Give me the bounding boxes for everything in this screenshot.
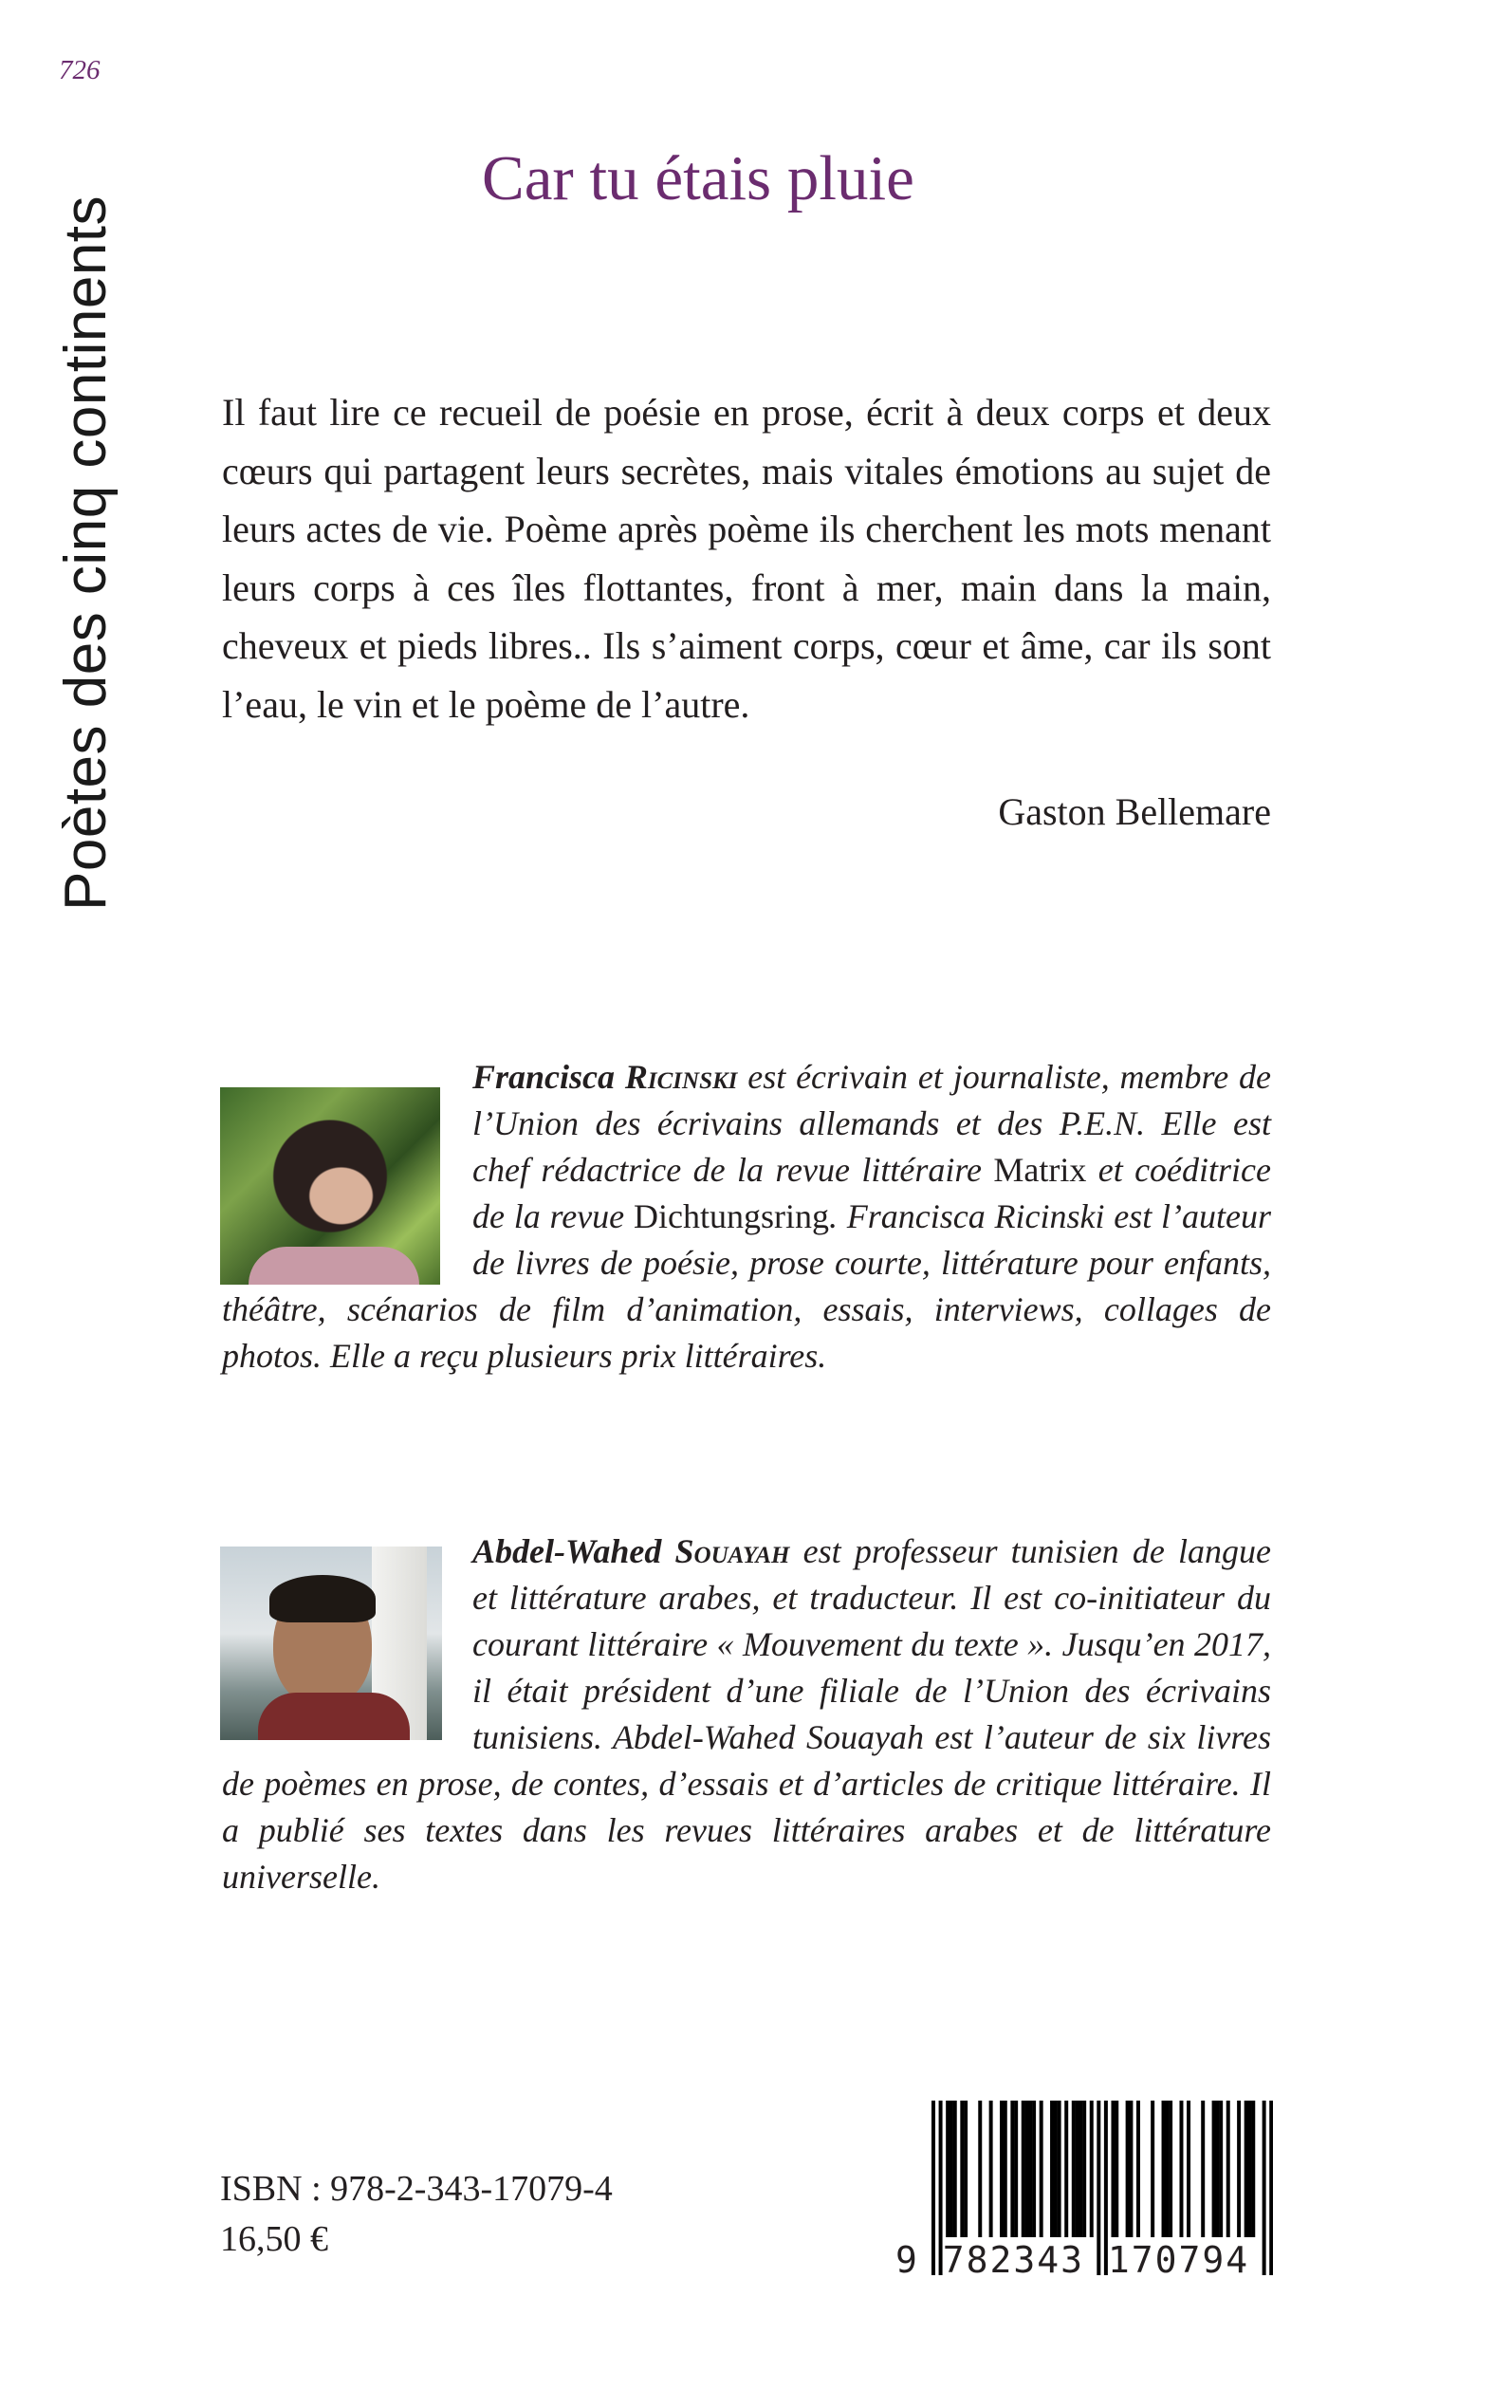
barcode-bar xyxy=(953,2101,957,2237)
author-bio-souayah: Abdel-Wahed Souayah est professeur tunisien de langue et littérature arabes, et traducteur. Il est co-initiateur du courant littéraire « Mouvement du texte ». Jusqu’en 2017, il était président d’une filiale de l’Union des écrivains tunisiens. Abdel-Wahed Souayah est l’auteur de six livres de poèmes en prose, de contes, d’essais et d’articles de critique littéraire. Il a publié ses textes dans les revues littéraires arabes et de littérature universelle. xyxy=(222,1532,1272,1896)
barcode-bar xyxy=(1151,2101,1154,2237)
barcode-bar xyxy=(950,2101,953,2237)
author-name-ricinski: Francisca Ricinski xyxy=(472,1058,738,1096)
barcode-bar xyxy=(1115,2101,1118,2237)
barcode-bar xyxy=(1165,2101,1169,2237)
barcode-bar xyxy=(1162,2101,1166,2237)
blurb-author: Gaston Bellemare xyxy=(998,790,1271,833)
barcode-bar xyxy=(1014,2101,1018,2237)
series-number: 726 xyxy=(59,55,101,85)
barcode-bar xyxy=(1215,2101,1219,2237)
barcode-bar xyxy=(1000,2101,1004,2237)
isbn: ISBN : 978-2-343-17079-4 xyxy=(220,2169,613,2209)
barcode-bar xyxy=(1136,2101,1140,2237)
author-name-souayah: Abdel-Wahed Souayah xyxy=(472,1532,790,1570)
book-title: Car tu étais pluie xyxy=(482,143,914,213)
barcode-bar xyxy=(1226,2101,1230,2237)
barcode-bar xyxy=(964,2101,968,2237)
barcode-bar xyxy=(1129,2101,1133,2237)
barcode-bar xyxy=(1179,2101,1183,2237)
barcode-bar xyxy=(1187,2101,1190,2237)
barcode-bar xyxy=(1126,2101,1130,2237)
blurb-text: Il faut lire ce recueil de poésie en prose, écrit à deux corps et deux cœurs qui partagent leurs secrètes, mais vitales émotions au sujet de leurs actes de vie. Poème après poème ils cherchent les mots menant leurs corps à ces îles flottantes, front à mer, main dans la main, cheveux et pieds libres.. Ils s’aiment corps, cœur et âme, car ils sont l’eau, le vin et le poème de l’autre. xyxy=(222,391,1271,726)
barcode-bar xyxy=(1058,2101,1061,2237)
barcode-bar xyxy=(1004,2101,1007,2237)
barcode-bar xyxy=(1219,2101,1223,2237)
price: 16,50 € xyxy=(220,2219,328,2259)
barcode-bar xyxy=(1022,2101,1025,2237)
barcode-bar xyxy=(989,2101,993,2237)
series-name: Poètes des cinq continents xyxy=(53,194,119,911)
barcode-bar xyxy=(1245,2101,1248,2237)
barcode-bar xyxy=(1072,2101,1076,2237)
barcode-bar xyxy=(978,2101,982,2237)
barcode-bar xyxy=(1054,2101,1058,2237)
barcode-bar xyxy=(1028,2101,1032,2237)
barcode-bar xyxy=(1025,2101,1029,2237)
author-bio-ricinski: Francisca Ricinski est écrivain et journaliste, membre de l’Union des écrivains allemands et des P.E.N. Elle est chef rédactrice de la revue littéraire Matrix et coéditrice de la revue Dichtungsring. Francisca Ricinski est l’auteur de livres de poésie, prose courte, littérature pour enfants, théâtre, scénarios de film d’animation, essais, interviews, collages de photos. Elle a reçu plusieurs prix littéraires. xyxy=(222,1058,1272,1375)
barcode-bar xyxy=(1082,2101,1086,2237)
barcode-bar xyxy=(960,2101,964,2237)
barcode-bar xyxy=(1201,2101,1205,2237)
barcode-bar xyxy=(1076,2101,1079,2237)
barcode-bar xyxy=(1079,2101,1082,2237)
barcode-bar xyxy=(1010,2101,1014,2237)
barcode-bar xyxy=(1169,2101,1172,2237)
barcode-bar xyxy=(1237,2101,1241,2237)
barcode-bar xyxy=(1064,2101,1068,2237)
barcode-bar xyxy=(1040,2101,1043,2237)
barcode-bar xyxy=(1090,2101,1094,2237)
barcode-bar xyxy=(1247,2101,1251,2237)
barcode-bar xyxy=(1050,2101,1054,2237)
barcode-bar xyxy=(946,2101,950,2237)
barcode-bar xyxy=(1212,2101,1216,2237)
barcode-bar xyxy=(1032,2101,1036,2237)
barcode-digits: 9 782343 170794 xyxy=(895,2239,1250,2281)
barcode-bar xyxy=(1251,2101,1255,2237)
barcode-bar xyxy=(1111,2101,1115,2237)
